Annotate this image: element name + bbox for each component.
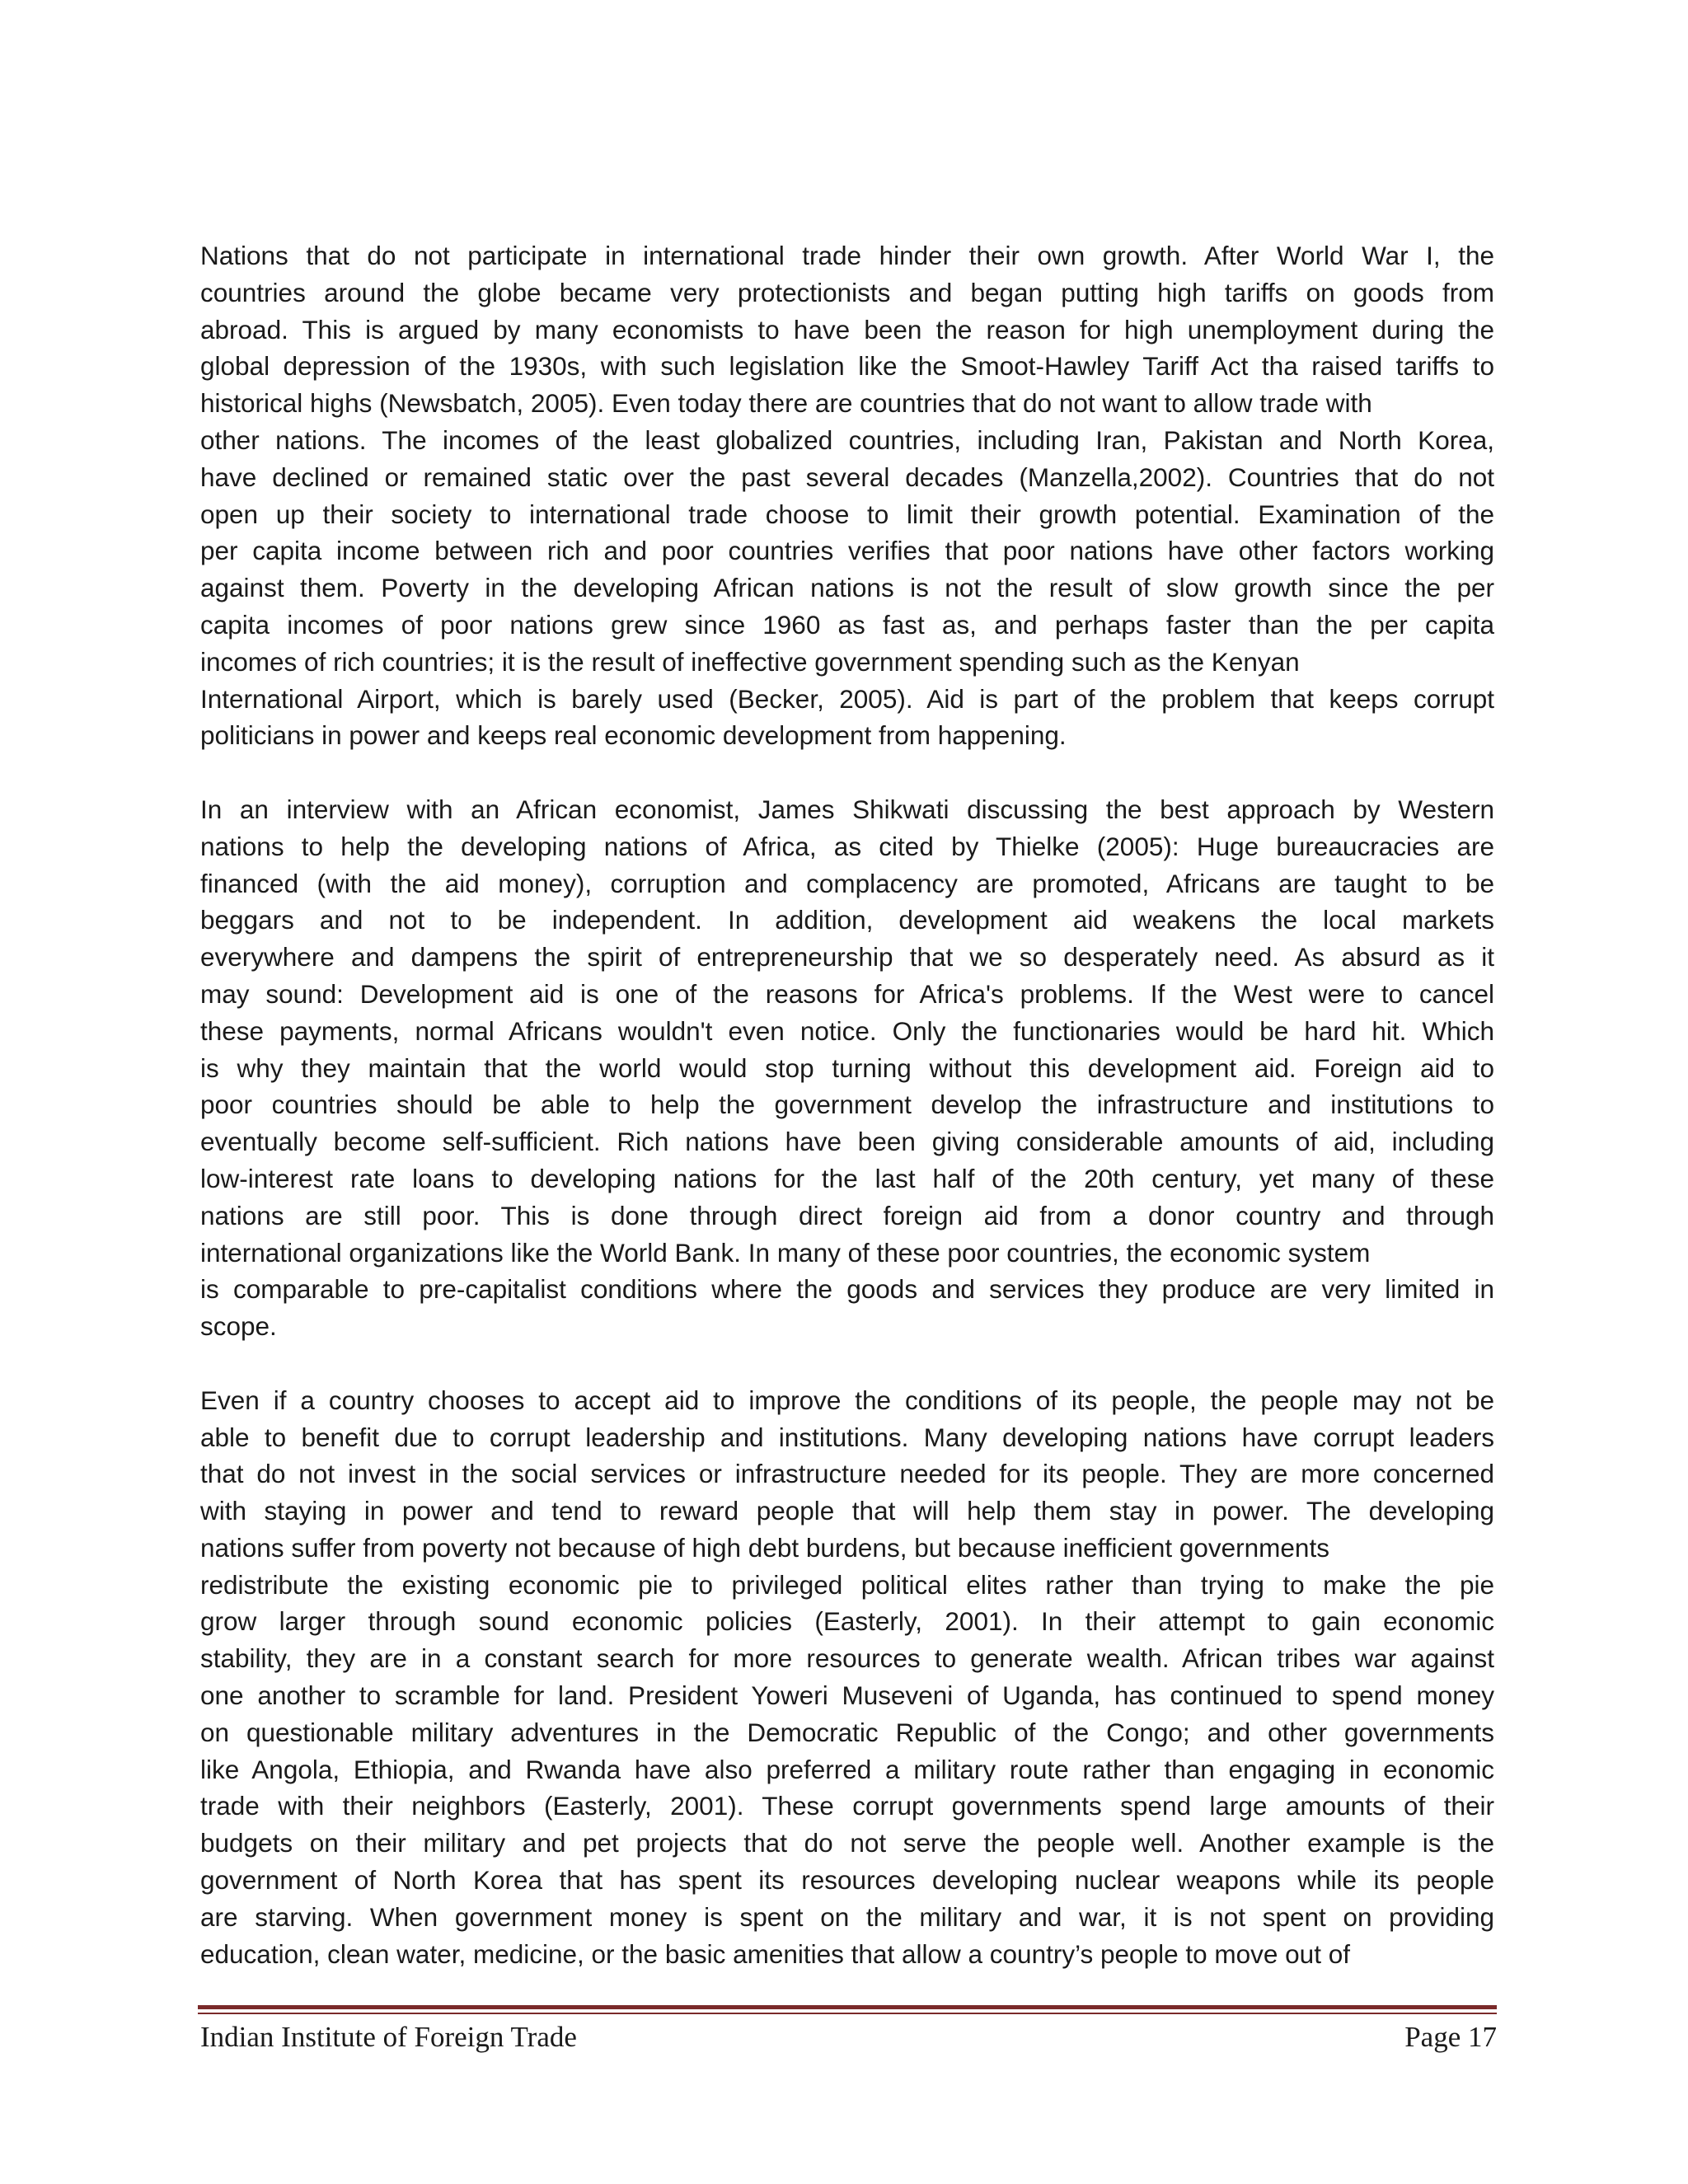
text-line: with staying in power and tend to reward people that will help them stay in power. The developing: [200, 1496, 1494, 1526]
text-line: like Angola, Ethiopia, and Rwanda have also preferred a military route rather than engaging in economic: [200, 1754, 1494, 1784]
text-line: International Airport, which is barely used (Becker, 2005). Aid is part of the problem that keeps corrupt: [200, 683, 1494, 714]
text-line: on questionable military adventures in the Democratic Republic of the Congo; and other governments: [200, 1717, 1494, 1747]
text-line: these payments, normal Africans wouldn't even notice. Only the functionaries would be hard hit. Which: [200, 1015, 1494, 1046]
paragraph-gap: [200, 1345, 1494, 1382]
text-line: international organizations like the World Bank. In many of these poor countries, the economic system: [200, 1237, 1371, 1268]
text-line: politicians in power and keeps real economic development from happening.: [200, 720, 1067, 751]
text-line: everywhere and dampens the spirit of entrepreneurship that we so desperately need. As absurd as it: [200, 942, 1494, 972]
text-line: one another to scramble for land. President Yoweri Museveni of Uganda, has continued to spend money: [200, 1680, 1494, 1711]
text-line: budgets on their military and pet projects that do not serve the people well. Another example is the: [200, 1828, 1494, 1858]
text-line: historical highs (Newsbatch, 2005). Even today there are countries that do not want to allow trade with: [200, 388, 1372, 419]
paragraph: [200, 791, 1494, 1345]
text-line: global depression of the 1930s, with such legislation like the Smoot-Hawley Tariff Act tha raised tariffs to: [200, 351, 1494, 382]
text-line: education, clean water, medicine, or the basic amenities that allow a country’s people to move out of: [200, 1938, 1350, 1969]
text-line: is comparable to pre-capitalist conditions where the goods and services they produce are very limited in: [200, 1274, 1494, 1305]
text-line: In an interview with an African economist, James Shikwati discussing the best approach by Western: [200, 794, 1494, 824]
text-line: Nations that do not participate in international trade hinder their own growth. After World War I, the: [200, 241, 1494, 270]
text-line: trade with their neighbors (Easterly, 2001). These corrupt governments spend large amounts of their: [200, 1791, 1494, 1821]
paragraph-gap: [200, 754, 1494, 791]
text-line: nations to help the developing nations of Africa, as cited by Thielke (2005): Huge bureaucracies are: [200, 831, 1494, 861]
text-line: other nations. The incomes of the least globalized countries, including Iran, Pakistan and North Korea,: [200, 424, 1494, 455]
footer-rule-thin: [198, 2013, 1497, 2014]
text-line: able to benefit due to corrupt leadership and institutions. Many developing nations have corrupt leaders: [200, 1422, 1494, 1452]
text-line: capita incomes of poor nations grew since 1960 as fast as, and perhaps faster than the per capita: [200, 609, 1494, 640]
text-line: may sound: Development aid is one of the reasons for Africa's problems. If the West were to cancel: [200, 978, 1494, 1009]
footer-rule: [198, 2005, 1497, 2009]
footer-institution: Indian Institute of Foreign Trade: [200, 2021, 577, 2053]
text-line: abroad. This is argued by many economists to have been the reason for high unemployment during the: [200, 314, 1494, 344]
text-line: government of North Korea that has spent its resources developing nuclear weapons while its people: [200, 1865, 1494, 1896]
footer-page-number: Page 17: [1404, 2021, 1497, 2053]
paragraph: [200, 237, 1494, 754]
text-line: against them. Poverty in the developing African nations is not the result of slow growth since the per: [200, 573, 1494, 603]
text-line: poor countries should be able to help the government develop the infrastructure and institutions to: [200, 1090, 1494, 1120]
text-line: grow larger through sound economic policies (Easterly, 2001). In their attempt to gain economic: [200, 1606, 1494, 1637]
text-line: redistribute the existing economic pie to privileged political elites rather than trying to make the pie: [200, 1569, 1494, 1600]
text-line: incomes of rich countries; it is the result of ineffective government spending such as the Kenyan: [200, 646, 1300, 677]
text-line: Even if a country chooses to accept aid to improve the conditions of its people, the people may not be: [200, 1385, 1494, 1415]
text-line: per capita income between rich and poor countries verifies that poor nations have other factors working: [200, 536, 1494, 566]
text-line: have declined or remained static over the past several decades (Manzella,2002). Countries that do not: [200, 462, 1494, 492]
text-line: eventually become self-sufficient. Rich nations have been giving considerable amounts of aid, including: [200, 1127, 1494, 1157]
text-line: financed (with the aid money), corruption and complacency are promoted, Africans are taught to be: [200, 868, 1494, 898]
text-line: that do not invest in the social services or infrastructure needed for its people. They are more concerned: [200, 1459, 1494, 1489]
text-line: nations suffer from poverty not because of high debt burdens, but because inefficient governments: [200, 1532, 1329, 1563]
text-line: beggars and not to be independent. In addition, development aid weakens the local markets: [200, 905, 1494, 935]
text-line: open up their society to international trade choose to limit their growth potential. Examination of the: [200, 499, 1494, 529]
text-line: low-interest rate loans to developing nations for the last half of the 20th century, yet many of these: [200, 1163, 1494, 1193]
text-line: stability, they are in a constant search for more resources to generate wealth. African tribes war against: [200, 1643, 1494, 1674]
text-line: is why they maintain that the world would stop turning without this development aid. Foreign aid to: [200, 1052, 1494, 1083]
text-line: scope.: [200, 1311, 277, 1342]
paragraph: [200, 1382, 1494, 1973]
body-text: [200, 237, 1494, 1972]
text-line: countries around the globe became very protectionists and began putting high tariffs on goods from: [200, 277, 1494, 307]
text-line: nations are still poor. This is done through direct foreign aid from a donor country and through: [200, 1200, 1494, 1230]
text-line: are starving. When government money is spent on the military and war, it is not spent on providing: [200, 1901, 1494, 1932]
